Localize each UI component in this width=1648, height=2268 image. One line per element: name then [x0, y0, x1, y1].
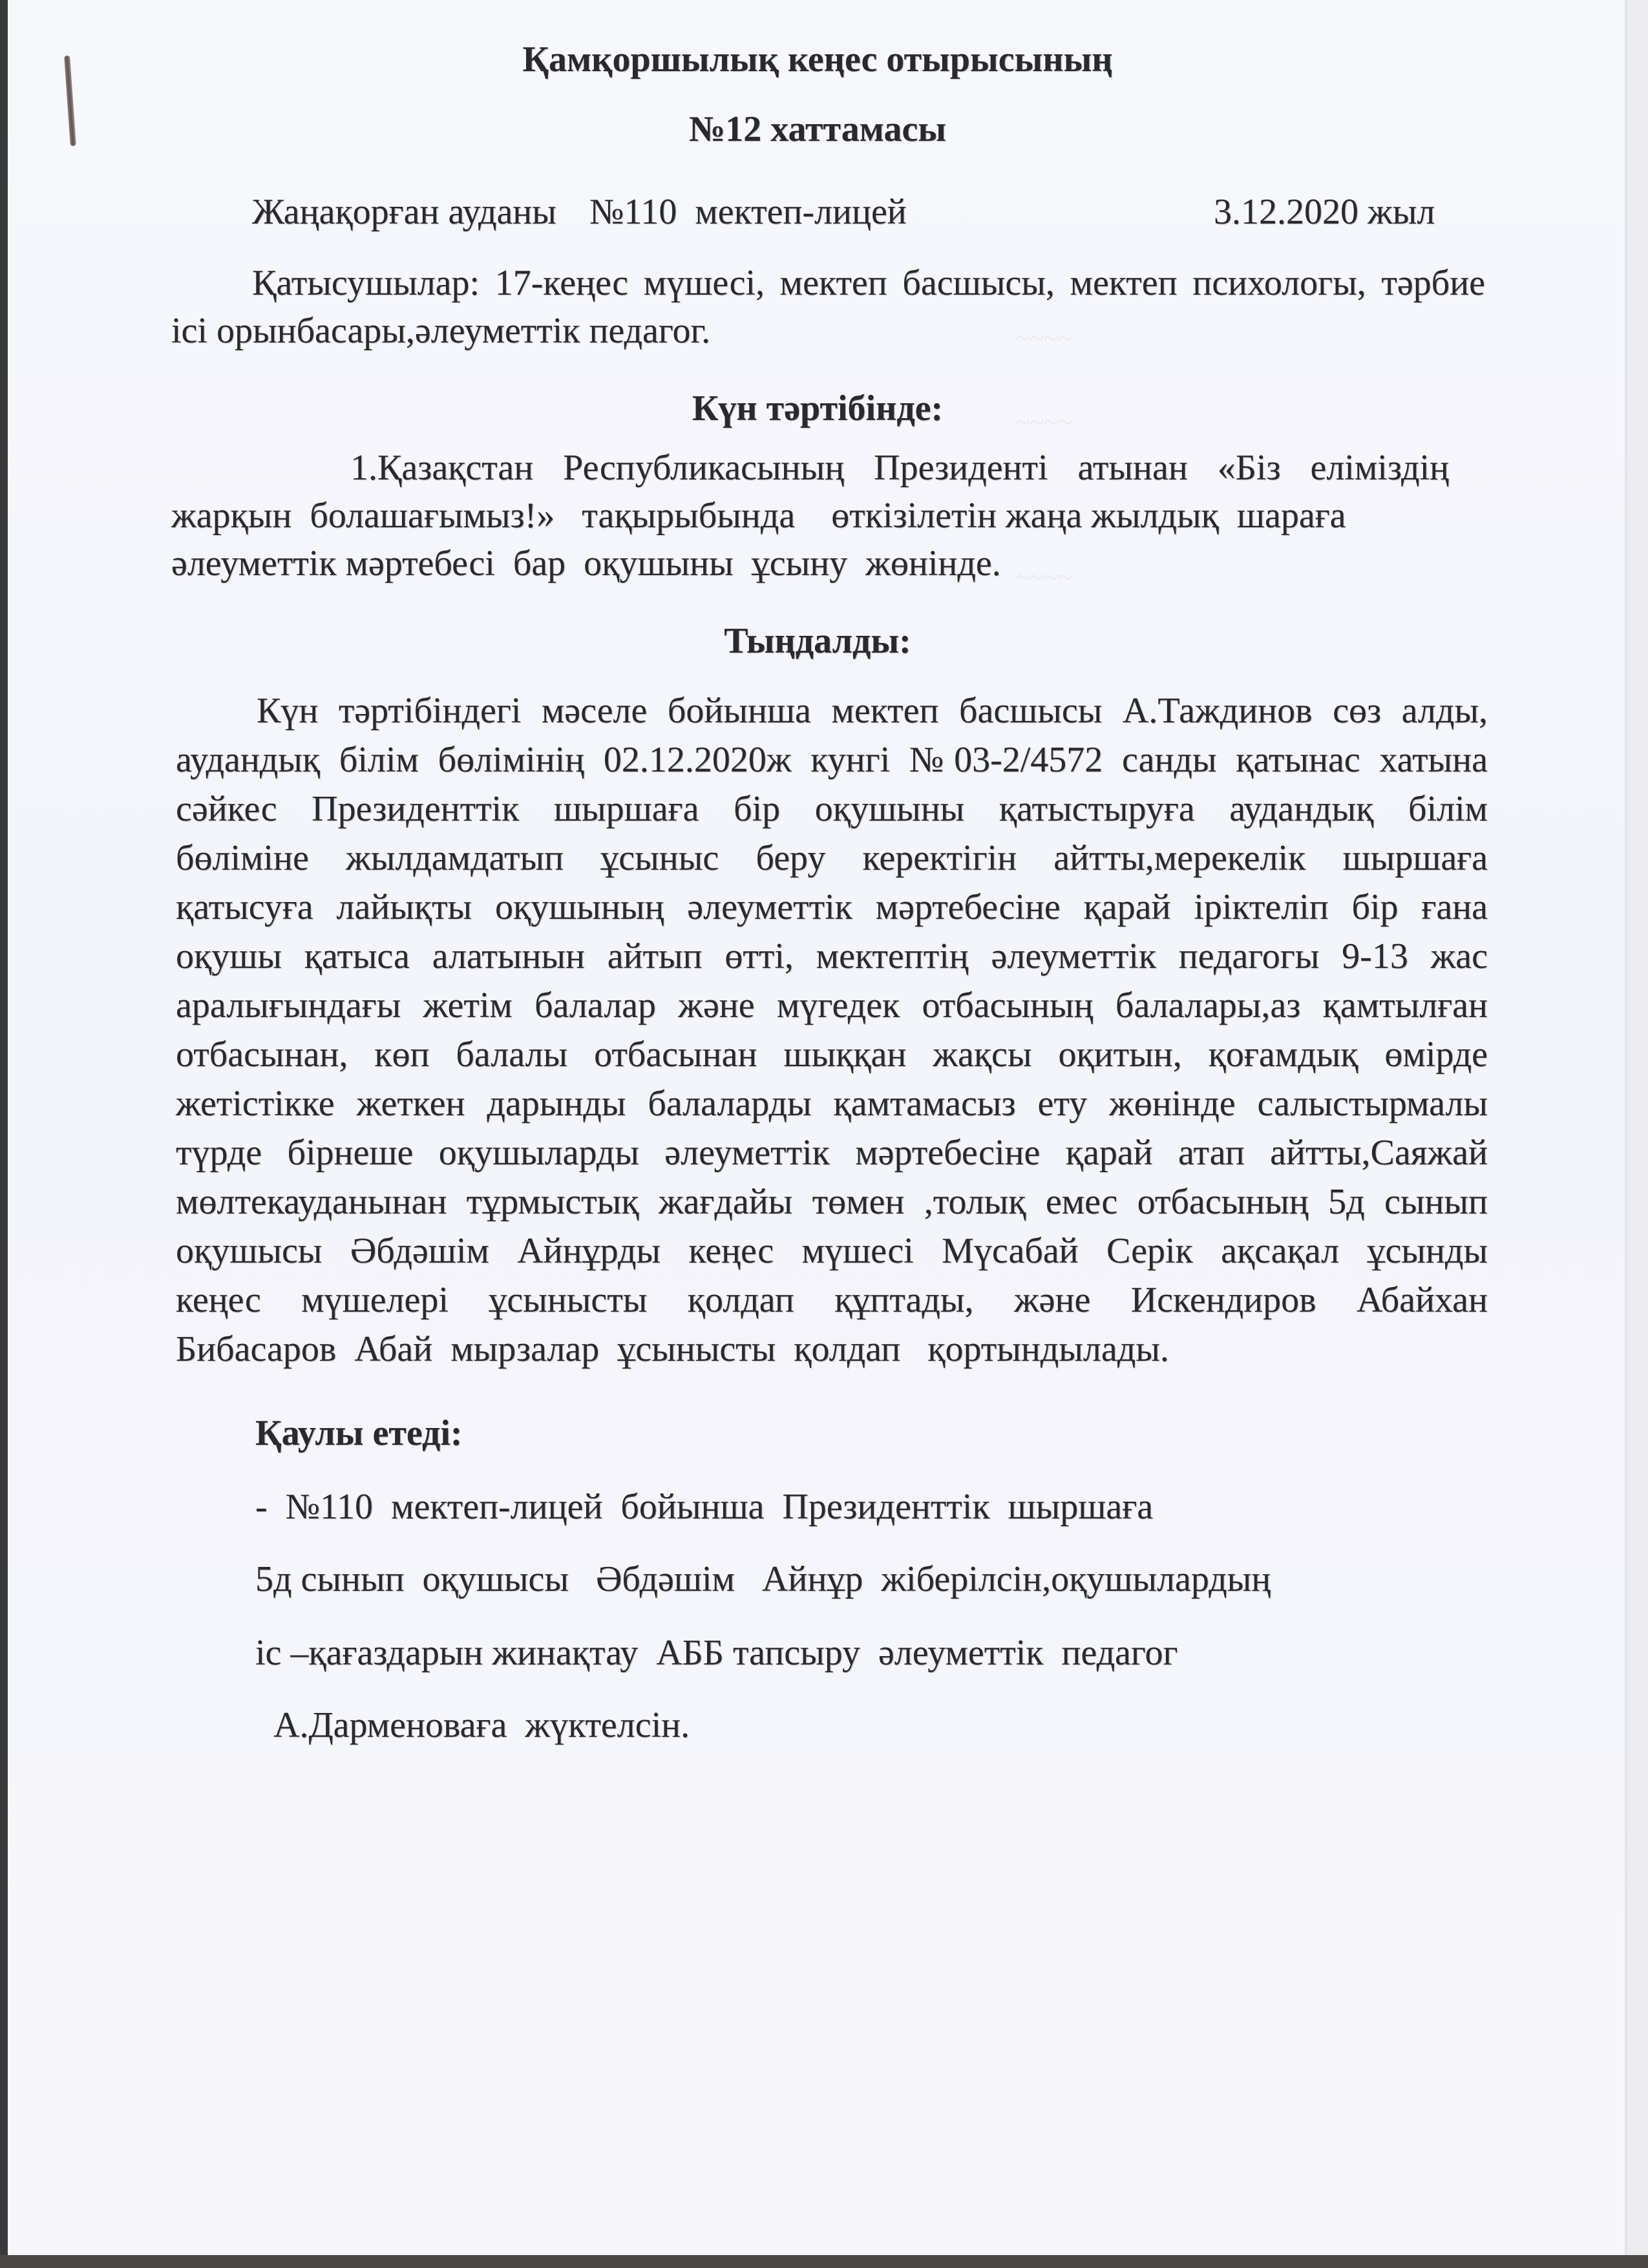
- show-through-mark: ~~~~: [1016, 408, 1072, 437]
- heard-line: Бибасаров Абай мырзалар ұсынысты қолдап қортындылады.: [176, 1329, 1169, 1369]
- heard-line: сәйкес Президенттік шыршаға бір оқушыны қатыстыруға аудандық білім: [176, 789, 1488, 829]
- heard-line: мөлтекауданынан тұрмыстық жағдайы төмен ,толық емес отбасының 5д сынып: [176, 1182, 1488, 1222]
- show-through-mark: ~~~~: [1016, 324, 1072, 353]
- heard-heading: Тыңдалды:: [724, 621, 911, 661]
- participants-line: ісі орынбасары,әлеуметтік педагог.: [171, 311, 711, 351]
- heard-line: оқушы қатыса алатынын айтып өтті, мектептің әлеуметтік педагогы 9-13 жас: [176, 936, 1488, 976]
- heard-line: аралығындағы жетім балалар және мүгедек отбасының балалары,аз қамтылған: [176, 985, 1488, 1025]
- header-district: Жаңақорған ауданы: [252, 192, 556, 232]
- heard-line: отбасынан, көп балалы отбасынан шыққан жақсы оқитын, қоғамдық өмірде: [176, 1034, 1488, 1075]
- resolution-line: 5д сынып оқушысы Әбдәшім Айнұр жіберілсін,оқушылардың: [255, 1559, 1271, 1599]
- resolution-heading: Қаулы етеді:: [255, 1413, 463, 1453]
- resolution-line: А.Дарменоваға жүктелсін.: [255, 1705, 690, 1745]
- agenda-item-line: жарқын болашағымыз!» тақырыбында өткізілетін жаңа жылдық шараға: [171, 496, 1346, 536]
- agenda-item-line: әлеуметтік мәртебесі бар оқушыны ұсыну жөнінде.: [171, 543, 1001, 583]
- resolution-line: - №110 мектеп-лицей бойынша Президенттік шыршаға: [255, 1487, 1154, 1527]
- agenda-heading: Күн тәртібінде:: [692, 388, 944, 428]
- heard-line: жетістікке жеткен дарынды балаларды қамтамасыз ету жөнінде салыстырмалы: [176, 1084, 1488, 1124]
- heard-line: Күн тәртібіндегі мәселе бойынша мектеп басшысы А.Таждинов сөз алды,: [257, 691, 1488, 731]
- protocol-number: №12 хаттамасы: [688, 109, 947, 149]
- scan-edge-right: [1627, 0, 1648, 2255]
- heard-line: түрде бірнеше оқушыларды әлеуметтік мәртебесіне қарай атап айтты,Саяжай: [176, 1133, 1488, 1173]
- participants-line: Қатысушылар: 17-кеңес мүшесі, мектеп басшысы, мектеп психологы, тәрбие: [252, 263, 1485, 303]
- document-title: Қамқоршылық кеңес отырысының: [522, 39, 1113, 79]
- show-through-mark: ~~~~: [1016, 563, 1072, 592]
- agenda-item-line: 1.Қазақстан Республикасының Президенті атынан «Біз еліміздің: [350, 448, 1449, 488]
- header-school: №110 мектеп-лицей: [589, 192, 907, 232]
- heard-line: аудандық білім бөлімінің 02.12.2020ж кунгі №03-2/4572 санды қатынас хатына: [176, 740, 1488, 780]
- scan-edge-bottom: [0, 2255, 1648, 2268]
- resolution-line: іс –қағаздарын жинақтау АББ тапсыру әлеуметтік педагог: [255, 1633, 1178, 1673]
- heard-line: бөліміне жылдамдатып ұсыныс беру керектігін айтты,мерекелік шыршаға: [176, 838, 1488, 878]
- heard-line: қатысуға лайықты оқушының әлеуметтік мәртебесіне қарай іріктеліп бір ғана: [176, 887, 1488, 927]
- header-date: 3.12.2020 жыл: [1214, 192, 1435, 232]
- heard-line: кеңес мүшелері ұсынысты қолдап құптады, және Искендиров Абайхан: [176, 1280, 1488, 1320]
- document-page: [8, 0, 1627, 2255]
- heard-line: оқушысы Әбдәшім Айнұрды кеңес мүшесі Мүсабай Серік ақсақал ұсынды: [176, 1231, 1488, 1271]
